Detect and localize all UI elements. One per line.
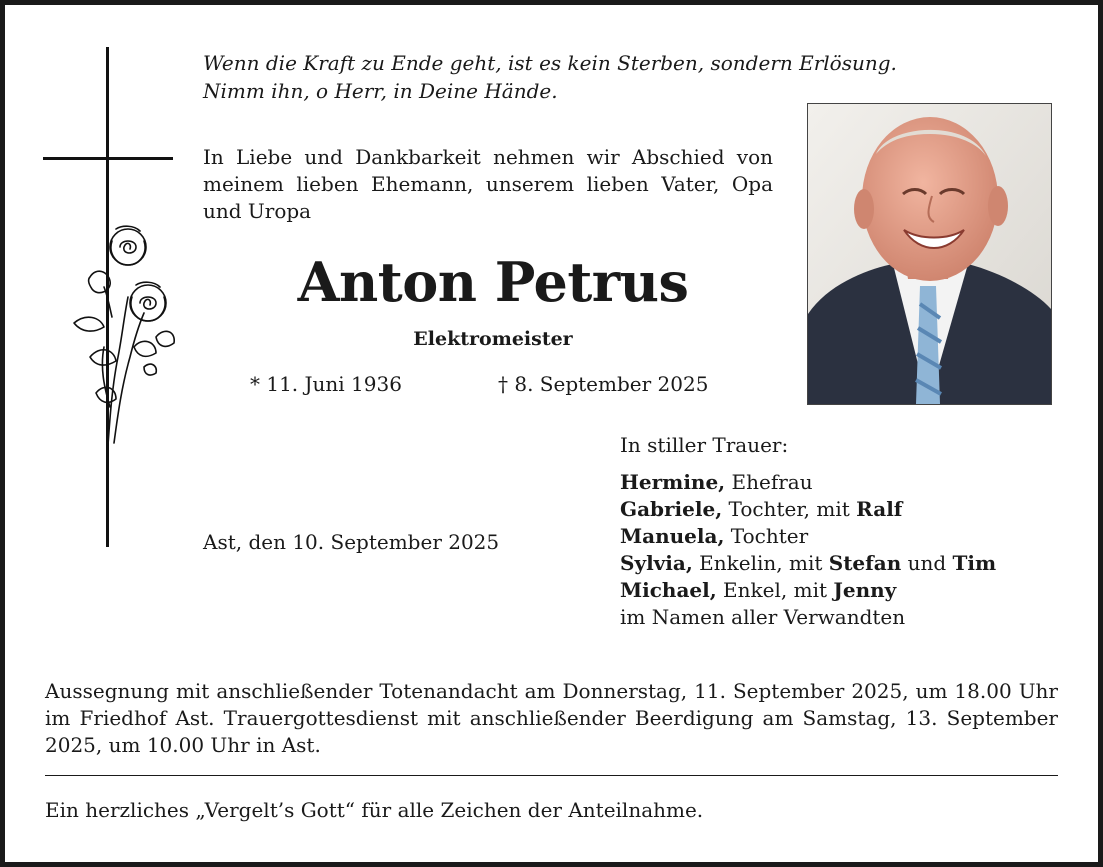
mourner-relation: und xyxy=(901,551,953,575)
mourner-row xyxy=(620,469,996,496)
mourner-relation: im Namen aller Verwandten xyxy=(620,605,906,629)
mourner-row xyxy=(620,577,996,604)
thanks-text: Ein herzliches „Vergelt’s Gott“ für alle Zeichen der Anteilnahme. xyxy=(45,798,704,822)
mourner-row xyxy=(620,604,996,631)
intro-text: In Liebe und Dankbarkeit nehmen wir Abschied von meinem lieben Ehemann, unserem lieben Vater, Opa und Uropa xyxy=(203,145,773,223)
portrait-photo xyxy=(807,103,1052,405)
quote-line-2: Nimm ihn, o Herr, in Deine Hände. xyxy=(203,79,558,103)
mourner-row xyxy=(620,496,996,523)
mourning-label: In stiller Trauer: xyxy=(620,433,789,457)
roses-icon xyxy=(60,217,180,449)
mourner-name: Manuela, xyxy=(620,524,725,548)
mourner-relation: Enkel, mit xyxy=(716,578,834,602)
mourner-relation: Enkelin, mit xyxy=(692,551,829,575)
mourner-name: Michael, xyxy=(620,578,717,602)
mourner-row xyxy=(620,523,996,550)
mourner-relation: Tochter, mit xyxy=(722,497,857,521)
mourner-name: Ralf xyxy=(856,497,903,521)
mourner-name: Jenny xyxy=(833,578,897,602)
mourner-row xyxy=(620,550,996,577)
divider xyxy=(45,775,1058,776)
deceased-name: Anton Petrus xyxy=(297,250,689,314)
birth-date: * 11. Juni 1936 xyxy=(250,372,402,396)
cross-bar xyxy=(43,157,173,160)
place-date: Ast, den 10. September 2025 xyxy=(203,530,500,554)
mourner-relation: Ehefrau xyxy=(725,470,813,494)
deceased-profession: Elektromeister xyxy=(413,328,573,350)
mourner-name: Sylvia, xyxy=(620,551,693,575)
service-info: Aussegnung mit anschließender Totenandacht am Donnerstag, 11. September 2025, um 18.00 Uhr im Friedhof Ast. Trauergottesdienst mit anschließender Beerdigung am Samstag, 13. September 2025, um 10.00 Uhr in Ast. xyxy=(45,679,1058,757)
mourner-name: Gabriele, xyxy=(620,497,723,521)
mourner-name: Tim xyxy=(952,551,997,575)
portrait-image xyxy=(808,104,1051,404)
death-date: † 8. September 2025 xyxy=(498,372,709,396)
mourner-relation: Tochter xyxy=(724,524,809,548)
mourner-name: Hermine, xyxy=(620,470,726,494)
mourners-list xyxy=(620,469,996,631)
quote-line-1: Wenn die Kraft zu Ende geht, ist es kein Sterben, sondern Erlösung. xyxy=(203,51,897,75)
quote xyxy=(203,49,1023,105)
mourner-name: Stefan xyxy=(828,551,902,575)
